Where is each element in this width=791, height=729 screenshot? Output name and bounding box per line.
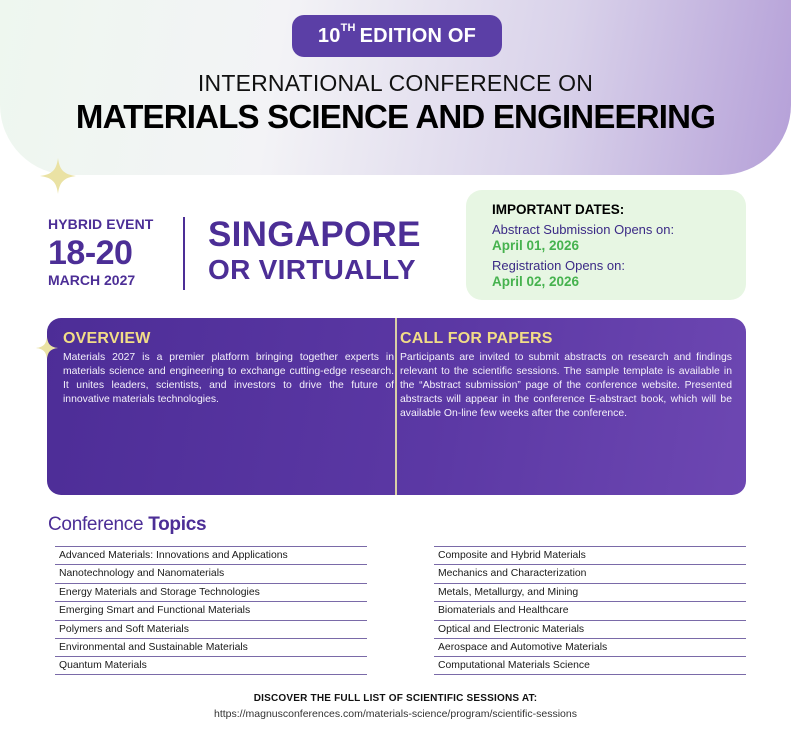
location-line2: OR VIRTUALLY: [208, 254, 416, 285]
list-item: Quantum Materials: [55, 656, 367, 674]
abstract-date-label: Abstract Submission Opens on:: [492, 222, 675, 237]
event-month: MARCH 2027: [48, 272, 136, 288]
overview-text: Materials 2027 is a premier platform bringing together experts in materials science and engineering to exchange cutting-edge research. It unites leaders, scientists, and investors to drive the future of innovative materials technologies.: [63, 352, 394, 405]
edition-badge: [292, 15, 502, 57]
list-item: Environmental and Sustainable Materials: [55, 638, 367, 656]
registration-date-value: April 02, 2026: [492, 274, 580, 289]
topics-heading: [48, 514, 206, 536]
list-item: Polymers and Soft Materials: [55, 620, 367, 638]
topics-list-left: [55, 546, 367, 675]
footer-title: DISCOVER THE FULL LIST OF SCIENTIFIC SESSIONS AT:: [253, 693, 538, 704]
list-item: Biomaterials and Healthcare: [434, 601, 746, 619]
abstract-date-value: April 01, 2026: [492, 238, 580, 253]
call-for-papers-text: Participants are invited to submit abstracts on research and findings relevant to the scientific sessions. The sample template is available in the “Abstract submission” page of the conference website. Presented abstracts will appear in the conference E-abstract book, which will be available On-line few weeks after the conference.: [400, 352, 732, 419]
list-item: Optical and Electronic Materials: [434, 620, 746, 638]
list-item: Nanotechnology and Nanomaterials: [55, 564, 367, 582]
important-dates-box: [466, 190, 746, 300]
topics-heading-light: Conference: [48, 514, 144, 535]
registration-date-label: Registration Opens on:: [492, 258, 625, 273]
list-item: Emerging Smart and Functional Materials: [55, 601, 367, 619]
info-panel: [47, 318, 746, 495]
event-type: HYBRID EVENT: [48, 216, 154, 232]
conference-title-line1: INTERNATIONAL CONFERENCE ON: [197, 70, 594, 96]
important-dates-title: IMPORTANT DATES:: [492, 202, 625, 217]
edition-suffix: TH: [340, 22, 356, 34]
list-item: Computational Materials Science: [434, 656, 746, 674]
event-location: [208, 216, 421, 286]
conference-title-line2: MATERIALS SCIENCE AND ENGINEERING: [75, 98, 716, 135]
info-divider: [183, 217, 185, 290]
topics-heading-bold: Topics: [148, 514, 207, 535]
list-item: Composite and Hybrid Materials: [434, 546, 746, 564]
edition-number: 10: [317, 24, 341, 47]
list-item: Metals, Metallurgy, and Mining: [434, 583, 746, 601]
list-item: Energy Materials and Storage Technologies: [55, 583, 367, 601]
call-for-papers-heading: CALL FOR PAPERS: [400, 330, 553, 347]
topics-list-right: [434, 546, 746, 675]
edition-text: EDITION OF: [359, 24, 477, 47]
footer-url[interactable]: https://magnusconferences.com/materials-science/program/scientific-sessions: [214, 708, 577, 720]
overview-section: [63, 330, 394, 407]
event-info: [48, 216, 178, 288]
panel-divider: [395, 318, 397, 495]
list-item: Mechanics and Characterization: [434, 564, 746, 582]
call-for-papers-section: [400, 330, 732, 421]
sparkle-icon: [36, 337, 58, 359]
list-item: Aerospace and Automotive Materials: [434, 638, 746, 656]
overview-heading: OVERVIEW: [63, 330, 151, 347]
event-days: 18-20: [48, 234, 133, 272]
location-line1: SINGAPORE: [208, 215, 421, 254]
sparkle-icon: [40, 158, 76, 194]
list-item: Advanced Materials: Innovations and Applications: [55, 546, 367, 564]
